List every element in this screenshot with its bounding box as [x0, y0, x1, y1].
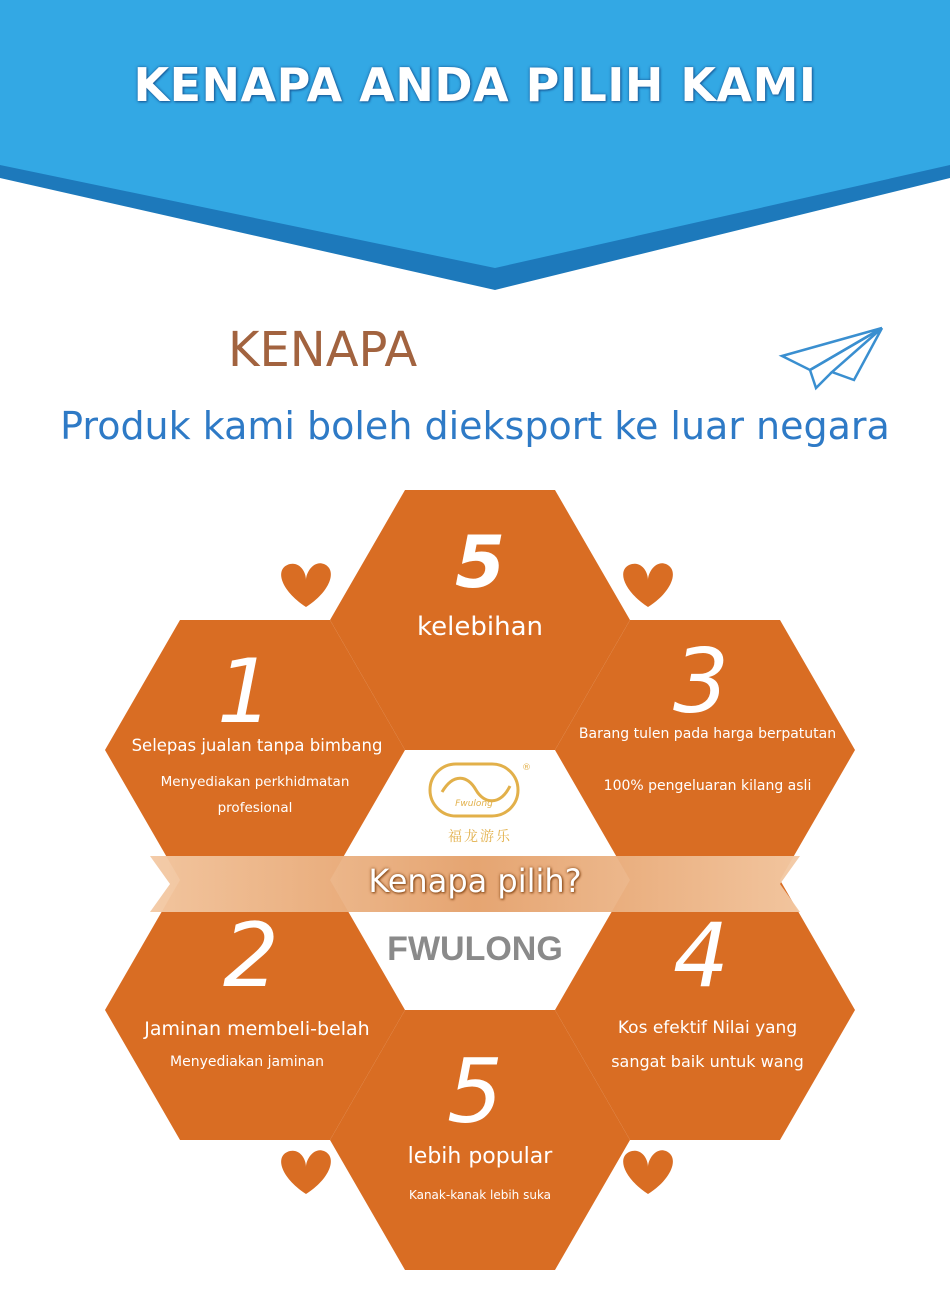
hex-title: Barang tulen pada harga berpatutan [578, 726, 837, 742]
hex-line: profesional [217, 800, 293, 816]
heart-icon [281, 563, 331, 607]
brand-name: FWULONG [387, 930, 563, 968]
hex-title: Kos efektif Nilai yang [617, 1018, 798, 1038]
hex-number: 2 [223, 904, 279, 1007]
hex-number: 5 [454, 520, 506, 604]
svg-text:®: ® [522, 763, 531, 773]
subheading: Produk kami boleh dieksport ke luar negara [60, 404, 890, 448]
hex-number: 3 [673, 630, 729, 733]
hex-title: Jaminan membeli-belah [144, 1018, 370, 1040]
fwulong-logo [428, 758, 531, 822]
ribbon-text: Kenapa pilih? [368, 862, 582, 900]
hex-line: sangat baik untuk wang [611, 1052, 804, 1071]
hex-line: Kanak-kanak lebih suka [408, 1188, 552, 1202]
hex-number: 1 [217, 640, 273, 743]
hex-title: kelebihan [417, 612, 543, 642]
kicker-heading: KENAPA [228, 322, 418, 378]
hex-title: lebih popular [407, 1144, 553, 1169]
page-title: KENAPA ANDA PILIH KAMI [133, 58, 817, 112]
hex-line: Menyediakan jaminan [170, 1054, 324, 1070]
logo-chinese-text: 福龙游乐 [448, 829, 512, 845]
heart-icon [623, 563, 673, 607]
hex-title: Selepas jualan tanpa bimbang [131, 736, 383, 755]
hex-number: 5 [447, 1040, 503, 1143]
hex-number: 4 [673, 904, 729, 1007]
heart-icon [281, 1150, 331, 1194]
hex-line: Menyediakan perkhidmatan [160, 774, 350, 790]
hex-line: 100% pengeluaran kilang asli [603, 778, 812, 794]
heart-icon [623, 1150, 673, 1194]
logo-wordmark: Fwulong [455, 799, 493, 809]
